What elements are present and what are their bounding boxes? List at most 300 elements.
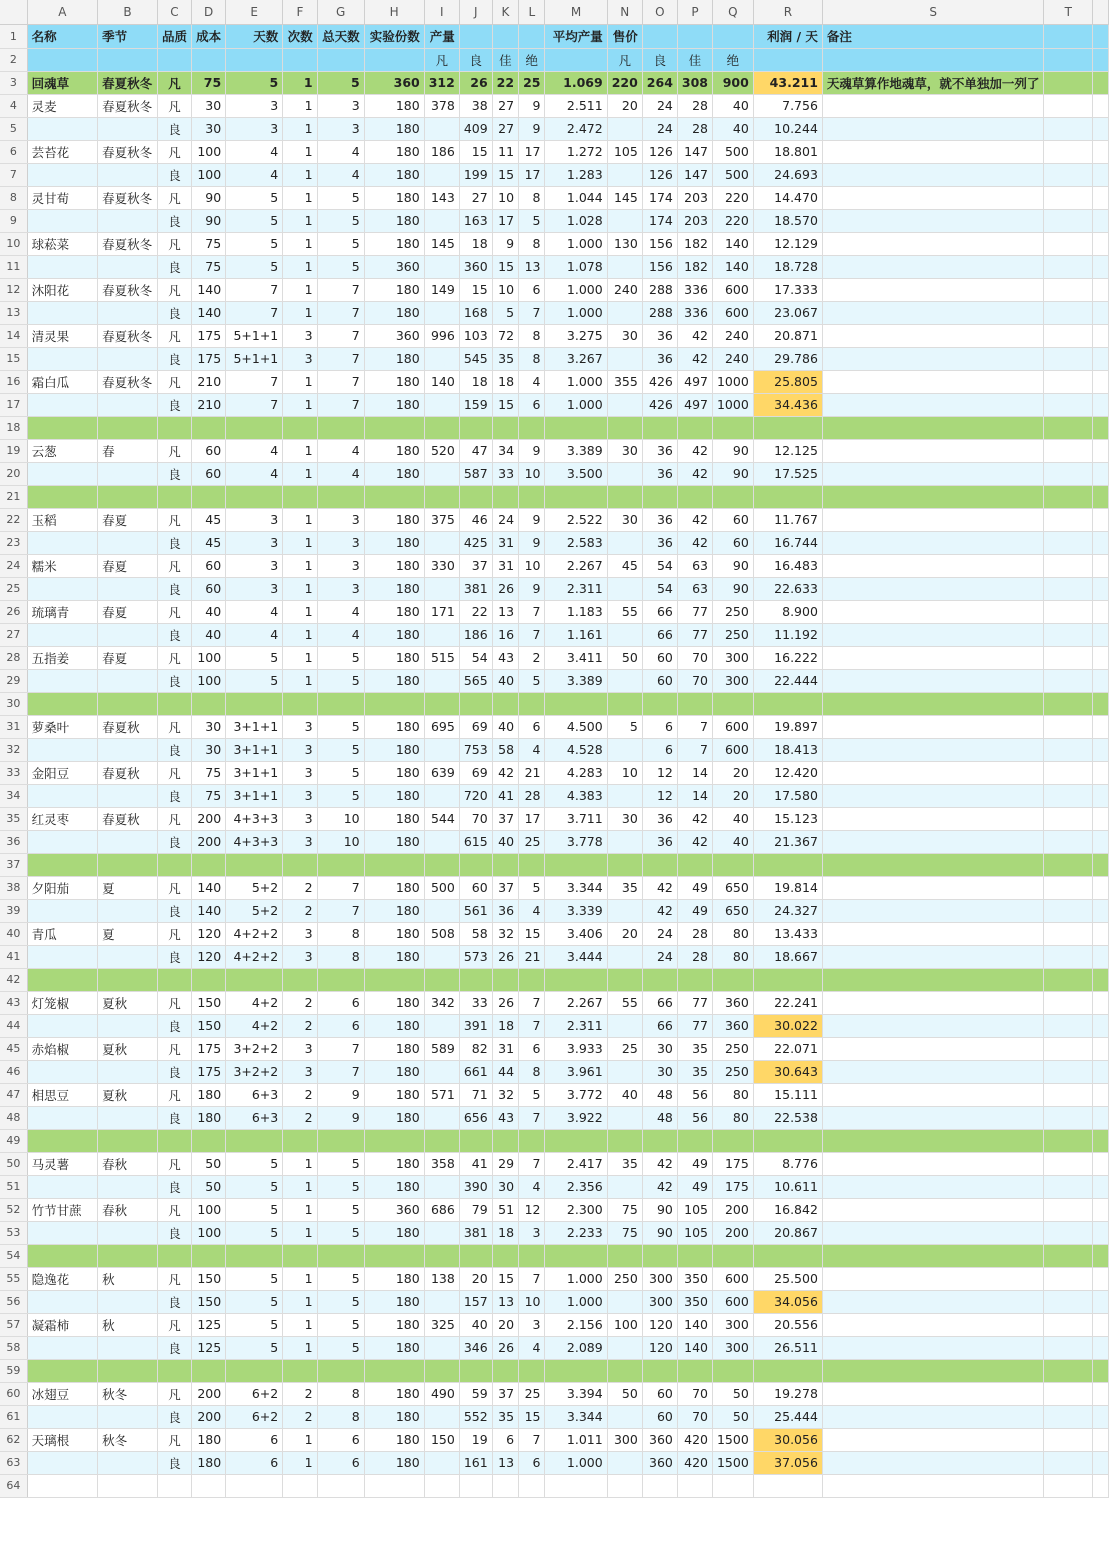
cell-b37[interactable]: [98, 853, 158, 876]
cell-g14[interactable]: 7: [317, 324, 364, 347]
row-header-53[interactable]: 53: [0, 1221, 27, 1244]
cell-k47[interactable]: 32: [492, 1083, 518, 1106]
cell-r40[interactable]: 13.433: [753, 922, 822, 945]
cell-f58[interactable]: 1: [283, 1336, 317, 1359]
cell-i50[interactable]: 358: [424, 1152, 459, 1175]
cell-r60[interactable]: 19.278: [753, 1382, 822, 1405]
cell-a16[interactable]: 霜白瓜: [27, 370, 97, 393]
cell-k45[interactable]: 31: [492, 1037, 518, 1060]
cell-h13[interactable]: 180: [364, 301, 424, 324]
cell-k37[interactable]: [492, 853, 518, 876]
cell-k62[interactable]: 6: [492, 1428, 518, 1451]
cell-j45[interactable]: 82: [459, 1037, 492, 1060]
cell-o41[interactable]: 24: [642, 945, 677, 968]
cell-l26[interactable]: 7: [519, 600, 545, 623]
cell-e2[interactable]: [226, 48, 283, 71]
cell-i64[interactable]: [424, 1474, 459, 1497]
cell-t58[interactable]: [1044, 1336, 1093, 1359]
cell-c46[interactable]: 良: [157, 1060, 191, 1083]
cell-r53[interactable]: 20.867: [753, 1221, 822, 1244]
cell-n28[interactable]: 50: [607, 646, 642, 669]
cell-j10[interactable]: 18: [459, 232, 492, 255]
cell-k14[interactable]: 72: [492, 324, 518, 347]
row-header-60[interactable]: 60: [0, 1382, 27, 1405]
cell-f59[interactable]: [283, 1359, 317, 1382]
row-header-55[interactable]: 55: [0, 1267, 27, 1290]
cell-f27[interactable]: 1: [283, 623, 317, 646]
cell-t59[interactable]: [1044, 1359, 1093, 1382]
cell-h24[interactable]: 180: [364, 554, 424, 577]
cell-n38[interactable]: 35: [607, 876, 642, 899]
cell-e37[interactable]: [226, 853, 283, 876]
cell-o32[interactable]: 6: [642, 738, 677, 761]
cell-d20[interactable]: 60: [192, 462, 226, 485]
cell-m38[interactable]: 3.344: [545, 876, 607, 899]
cell-g7[interactable]: 4: [317, 163, 364, 186]
cell-l60[interactable]: 25: [519, 1382, 545, 1405]
cell-s4[interactable]: [822, 94, 1044, 117]
cell-r55[interactable]: 25.500: [753, 1267, 822, 1290]
cell-r31[interactable]: 19.897: [753, 715, 822, 738]
cell-o19[interactable]: 36: [642, 439, 677, 462]
cell-e18[interactable]: [226, 416, 283, 439]
cell-a61[interactable]: [27, 1405, 97, 1428]
row-header-27[interactable]: 27: [0, 623, 27, 646]
cell-t35[interactable]: [1044, 807, 1093, 830]
cell-p43[interactable]: 77: [677, 991, 712, 1014]
cell-r20[interactable]: 17.525: [753, 462, 822, 485]
cell-k4[interactable]: 27: [492, 94, 518, 117]
cell-a42[interactable]: [27, 968, 97, 991]
cell-h52[interactable]: 360: [364, 1198, 424, 1221]
cell-g49[interactable]: [317, 1129, 364, 1152]
cell-o24[interactable]: 54: [642, 554, 677, 577]
cell-g39[interactable]: 7: [317, 899, 364, 922]
cell-l8[interactable]: 8: [519, 186, 545, 209]
cell-c51[interactable]: 良: [157, 1175, 191, 1198]
cell-m18[interactable]: [545, 416, 607, 439]
cell-n12[interactable]: 240: [607, 278, 642, 301]
row-header-36[interactable]: 36: [0, 830, 27, 853]
cell-l61[interactable]: 15: [519, 1405, 545, 1428]
cell-b26[interactable]: 春夏: [98, 600, 158, 623]
cell-b4[interactable]: 春夏秋冬: [98, 94, 158, 117]
cell-o56[interactable]: 300: [642, 1290, 677, 1313]
cell-f4[interactable]: 1: [283, 94, 317, 117]
cell-b33[interactable]: 春夏秋: [98, 761, 158, 784]
cell-e63[interactable]: 6: [226, 1451, 283, 1474]
cell-m63[interactable]: 1.000: [545, 1451, 607, 1474]
cell-e52[interactable]: 5: [226, 1198, 283, 1221]
cell-s56[interactable]: [822, 1290, 1044, 1313]
cell-c14[interactable]: 凡: [157, 324, 191, 347]
cell-a56[interactable]: [27, 1290, 97, 1313]
row-header-37[interactable]: 37: [0, 853, 27, 876]
cell-n37[interactable]: [607, 853, 642, 876]
cell-h4[interactable]: 180: [364, 94, 424, 117]
cell-g29[interactable]: 5: [317, 669, 364, 692]
row-header-17[interactable]: 17: [0, 393, 27, 416]
cell-a11[interactable]: [27, 255, 97, 278]
cell-g54[interactable]: [317, 1244, 364, 1267]
cell-t15[interactable]: [1044, 347, 1093, 370]
cell-p59[interactable]: [677, 1359, 712, 1382]
cell-j9[interactable]: 163: [459, 209, 492, 232]
cell-t8[interactable]: [1044, 186, 1093, 209]
row-header-10[interactable]: 10: [0, 232, 27, 255]
cell-g55[interactable]: 5: [317, 1267, 364, 1290]
cell-h61[interactable]: 180: [364, 1405, 424, 1428]
cell-m54[interactable]: [545, 1244, 607, 1267]
cell-j46[interactable]: 661: [459, 1060, 492, 1083]
cell-g28[interactable]: 5: [317, 646, 364, 669]
cell-d17[interactable]: 210: [192, 393, 226, 416]
cell-h25[interactable]: 180: [364, 577, 424, 600]
cell-f54[interactable]: [283, 1244, 317, 1267]
row-header-21[interactable]: 21: [0, 485, 27, 508]
cell-a3[interactable]: 回魂草: [27, 71, 97, 94]
cell-o47[interactable]: 48: [642, 1083, 677, 1106]
cell-f36[interactable]: 3: [283, 830, 317, 853]
cell-p30[interactable]: [677, 692, 712, 715]
cell-g31[interactable]: 5: [317, 715, 364, 738]
cell-p52[interactable]: 105: [677, 1198, 712, 1221]
cell-i40[interactable]: 508: [424, 922, 459, 945]
cell-n26[interactable]: 55: [607, 600, 642, 623]
cell-t47[interactable]: [1044, 1083, 1093, 1106]
cell-b56[interactable]: [98, 1290, 158, 1313]
cell-c56[interactable]: 良: [157, 1290, 191, 1313]
cell-g57[interactable]: 5: [317, 1313, 364, 1336]
cell-g58[interactable]: 5: [317, 1336, 364, 1359]
cell-c35[interactable]: 凡: [157, 807, 191, 830]
cell-r52[interactable]: 16.842: [753, 1198, 822, 1221]
cell-k60[interactable]: 37: [492, 1382, 518, 1405]
cell-a15[interactable]: [27, 347, 97, 370]
cell-l37[interactable]: [519, 853, 545, 876]
row-header-42[interactable]: 42: [0, 968, 27, 991]
cell-o62[interactable]: 360: [642, 1428, 677, 1451]
cell-r35[interactable]: 15.123: [753, 807, 822, 830]
cell-n58[interactable]: [607, 1336, 642, 1359]
cell-d13[interactable]: 140: [192, 301, 226, 324]
cell-j34[interactable]: 720: [459, 784, 492, 807]
cell-j20[interactable]: 587: [459, 462, 492, 485]
cell-r61[interactable]: 25.444: [753, 1405, 822, 1428]
cell-a22[interactable]: 玉稻: [27, 508, 97, 531]
cell-p48[interactable]: 56: [677, 1106, 712, 1129]
column-header-d[interactable]: D: [192, 0, 226, 24]
cell-n15[interactable]: [607, 347, 642, 370]
cell-a2[interactable]: [27, 48, 97, 71]
cell-j27[interactable]: 186: [459, 623, 492, 646]
cell-t54[interactable]: [1044, 1244, 1093, 1267]
cell-i22[interactable]: 375: [424, 508, 459, 531]
cell-b7[interactable]: [98, 163, 158, 186]
row-header-63[interactable]: 63: [0, 1451, 27, 1474]
cell-a13[interactable]: [27, 301, 97, 324]
cell-l31[interactable]: 6: [519, 715, 545, 738]
cell-t23[interactable]: [1044, 531, 1093, 554]
cell-l5[interactable]: 9: [519, 117, 545, 140]
cell-l6[interactable]: 17: [519, 140, 545, 163]
row-header-45[interactable]: 45: [0, 1037, 27, 1060]
cell-g22[interactable]: 3: [317, 508, 364, 531]
cell-n46[interactable]: [607, 1060, 642, 1083]
cell-i44[interactable]: [424, 1014, 459, 1037]
cell-e23[interactable]: 3: [226, 531, 283, 554]
cell-l52[interactable]: 12: [519, 1198, 545, 1221]
cell-m36[interactable]: 3.778: [545, 830, 607, 853]
cell-a25[interactable]: [27, 577, 97, 600]
cell-o60[interactable]: 60: [642, 1382, 677, 1405]
cell-e60[interactable]: 6+2: [226, 1382, 283, 1405]
cell-t22[interactable]: [1044, 508, 1093, 531]
cell-o63[interactable]: 360: [642, 1451, 677, 1474]
cell-c55[interactable]: 凡: [157, 1267, 191, 1290]
cell-k21[interactable]: [492, 485, 518, 508]
cell-s17[interactable]: [822, 393, 1044, 416]
cell-f33[interactable]: 3: [283, 761, 317, 784]
cell-d32[interactable]: 30: [192, 738, 226, 761]
cell-n56[interactable]: [607, 1290, 642, 1313]
cell-p63[interactable]: 420: [677, 1451, 712, 1474]
cell-c29[interactable]: 良: [157, 669, 191, 692]
cell-d8[interactable]: 90: [192, 186, 226, 209]
cell-i4[interactable]: 378: [424, 94, 459, 117]
cell-j33[interactable]: 69: [459, 761, 492, 784]
cell-t14[interactable]: [1044, 324, 1093, 347]
cell-d22[interactable]: 45: [192, 508, 226, 531]
cell-e4[interactable]: 3: [226, 94, 283, 117]
cell-p64[interactable]: [677, 1474, 712, 1497]
cell-g63[interactable]: 6: [317, 1451, 364, 1474]
cell-g15[interactable]: 7: [317, 347, 364, 370]
cell-p14[interactable]: 42: [677, 324, 712, 347]
cell-t41[interactable]: [1044, 945, 1093, 968]
cell-o34[interactable]: 12: [642, 784, 677, 807]
cell-o57[interactable]: 120: [642, 1313, 677, 1336]
cell-l11[interactable]: 13: [519, 255, 545, 278]
cell-p55[interactable]: 350: [677, 1267, 712, 1290]
cell-m55[interactable]: 1.000: [545, 1267, 607, 1290]
cell-c11[interactable]: 良: [157, 255, 191, 278]
cell-d37[interactable]: [192, 853, 226, 876]
cell-l28[interactable]: 2: [519, 646, 545, 669]
cell-l7[interactable]: 17: [519, 163, 545, 186]
cell-n7[interactable]: [607, 163, 642, 186]
cell-b13[interactable]: [98, 301, 158, 324]
cell-e6[interactable]: 4: [226, 140, 283, 163]
cell-k3[interactable]: 22: [492, 71, 518, 94]
cell-c1[interactable]: 品质: [157, 24, 191, 48]
cell-f56[interactable]: 1: [283, 1290, 317, 1313]
cell-a53[interactable]: [27, 1221, 97, 1244]
cell-q31[interactable]: 600: [712, 715, 753, 738]
row-header-33[interactable]: 33: [0, 761, 27, 784]
cell-q16[interactable]: 1000: [712, 370, 753, 393]
cell-s11[interactable]: [822, 255, 1044, 278]
cell-n40[interactable]: 20: [607, 922, 642, 945]
cell-j26[interactable]: 22: [459, 600, 492, 623]
cell-l23[interactable]: 9: [519, 531, 545, 554]
cell-p26[interactable]: 77: [677, 600, 712, 623]
cell-q3[interactable]: 900: [712, 71, 753, 94]
cell-f47[interactable]: 2: [283, 1083, 317, 1106]
row-header-1[interactable]: 1: [0, 24, 27, 48]
cell-a35[interactable]: 红灵枣: [27, 807, 97, 830]
cell-m49[interactable]: [545, 1129, 607, 1152]
cell-s1[interactable]: 备注: [822, 24, 1044, 48]
cell-p41[interactable]: 28: [677, 945, 712, 968]
row-header-23[interactable]: 23: [0, 531, 27, 554]
cell-a47[interactable]: 相思豆: [27, 1083, 97, 1106]
cell-h62[interactable]: 180: [364, 1428, 424, 1451]
cell-b1[interactable]: 季节: [98, 24, 158, 48]
cell-t62[interactable]: [1044, 1428, 1093, 1451]
cell-j38[interactable]: 60: [459, 876, 492, 899]
cell-e56[interactable]: 5: [226, 1290, 283, 1313]
cell-l32[interactable]: 4: [519, 738, 545, 761]
cell-p27[interactable]: 77: [677, 623, 712, 646]
cell-e8[interactable]: 5: [226, 186, 283, 209]
cell-p5[interactable]: 28: [677, 117, 712, 140]
cell-f8[interactable]: 1: [283, 186, 317, 209]
row-header-44[interactable]: 44: [0, 1014, 27, 1037]
cell-n55[interactable]: 250: [607, 1267, 642, 1290]
cell-m25[interactable]: 2.311: [545, 577, 607, 600]
cell-a19[interactable]: 云葱: [27, 439, 97, 462]
cell-s30[interactable]: [822, 692, 1044, 715]
cell-c45[interactable]: 凡: [157, 1037, 191, 1060]
cell-o4[interactable]: 24: [642, 94, 677, 117]
cell-t17[interactable]: [1044, 393, 1093, 416]
cell-l24[interactable]: 10: [519, 554, 545, 577]
cell-q35[interactable]: 40: [712, 807, 753, 830]
cell-q30[interactable]: [712, 692, 753, 715]
cell-j41[interactable]: 573: [459, 945, 492, 968]
cell-o38[interactable]: 42: [642, 876, 677, 899]
cell-g59[interactable]: [317, 1359, 364, 1382]
cell-r11[interactable]: 18.728: [753, 255, 822, 278]
cell-k25[interactable]: 26: [492, 577, 518, 600]
cell-a12[interactable]: 沐阳花: [27, 278, 97, 301]
cell-q43[interactable]: 360: [712, 991, 753, 1014]
cell-b23[interactable]: [98, 531, 158, 554]
cell-m14[interactable]: 3.275: [545, 324, 607, 347]
cell-i58[interactable]: [424, 1336, 459, 1359]
cell-c34[interactable]: 良: [157, 784, 191, 807]
cell-i29[interactable]: [424, 669, 459, 692]
row-header-19[interactable]: 19: [0, 439, 27, 462]
cell-q7[interactable]: 500: [712, 163, 753, 186]
cell-k44[interactable]: 18: [492, 1014, 518, 1037]
cell-j44[interactable]: 391: [459, 1014, 492, 1037]
cell-e46[interactable]: 3+2+2: [226, 1060, 283, 1083]
cell-l34[interactable]: 28: [519, 784, 545, 807]
cell-t52[interactable]: [1044, 1198, 1093, 1221]
cell-g18[interactable]: [317, 416, 364, 439]
cell-b28[interactable]: 春夏: [98, 646, 158, 669]
cell-i39[interactable]: [424, 899, 459, 922]
cell-s47[interactable]: [822, 1083, 1044, 1106]
row-header-30[interactable]: 30: [0, 692, 27, 715]
cell-a57[interactable]: 凝霜柿: [27, 1313, 97, 1336]
cell-f35[interactable]: 3: [283, 807, 317, 830]
cell-q18[interactable]: [712, 416, 753, 439]
cell-s63[interactable]: [822, 1451, 1044, 1474]
cell-r57[interactable]: 20.556: [753, 1313, 822, 1336]
cell-i2[interactable]: 凡: [424, 48, 459, 71]
cell-c60[interactable]: 凡: [157, 1382, 191, 1405]
cell-d10[interactable]: 75: [192, 232, 226, 255]
cell-r46[interactable]: 30.643: [753, 1060, 822, 1083]
row-header-64[interactable]: 64: [0, 1474, 27, 1497]
cell-o3[interactable]: 264: [642, 71, 677, 94]
cell-t44[interactable]: [1044, 1014, 1093, 1037]
cell-f31[interactable]: 3: [283, 715, 317, 738]
cell-k17[interactable]: 15: [492, 393, 518, 416]
cell-b57[interactable]: 秋: [98, 1313, 158, 1336]
cell-p21[interactable]: [677, 485, 712, 508]
cell-n5[interactable]: [607, 117, 642, 140]
cell-b14[interactable]: 春夏秋冬: [98, 324, 158, 347]
cell-l35[interactable]: 17: [519, 807, 545, 830]
cell-n36[interactable]: [607, 830, 642, 853]
cell-n10[interactable]: 130: [607, 232, 642, 255]
cell-t2[interactable]: [1044, 48, 1093, 71]
cell-s27[interactable]: [822, 623, 1044, 646]
cell-p54[interactable]: [677, 1244, 712, 1267]
cell-n45[interactable]: 25: [607, 1037, 642, 1060]
cell-g61[interactable]: 8: [317, 1405, 364, 1428]
cell-s19[interactable]: [822, 439, 1044, 462]
cell-e54[interactable]: [226, 1244, 283, 1267]
cell-g6[interactable]: 4: [317, 140, 364, 163]
cell-h16[interactable]: 180: [364, 370, 424, 393]
cell-l18[interactable]: [519, 416, 545, 439]
cell-k1[interactable]: [492, 24, 518, 48]
cell-g1[interactable]: 总天数: [317, 24, 364, 48]
cell-r15[interactable]: 29.786: [753, 347, 822, 370]
cell-n30[interactable]: [607, 692, 642, 715]
cell-c28[interactable]: 凡: [157, 646, 191, 669]
cell-r18[interactable]: [753, 416, 822, 439]
cell-t55[interactable]: [1044, 1267, 1093, 1290]
cell-o2[interactable]: 良: [642, 48, 677, 71]
cell-k64[interactable]: [492, 1474, 518, 1497]
cell-e48[interactable]: 6+3: [226, 1106, 283, 1129]
cell-n60[interactable]: 50: [607, 1382, 642, 1405]
cell-c20[interactable]: 良: [157, 462, 191, 485]
cell-k7[interactable]: 15: [492, 163, 518, 186]
cell-j4[interactable]: 38: [459, 94, 492, 117]
cell-s49[interactable]: [822, 1129, 1044, 1152]
cell-q60[interactable]: 50: [712, 1382, 753, 1405]
cell-h34[interactable]: 180: [364, 784, 424, 807]
cell-c30[interactable]: [157, 692, 191, 715]
cell-o61[interactable]: 60: [642, 1405, 677, 1428]
cell-o6[interactable]: 126: [642, 140, 677, 163]
column-header-l[interactable]: L: [519, 0, 545, 24]
cell-g27[interactable]: 4: [317, 623, 364, 646]
cell-e13[interactable]: 7: [226, 301, 283, 324]
cell-d26[interactable]: 40: [192, 600, 226, 623]
cell-r45[interactable]: 22.071: [753, 1037, 822, 1060]
cell-c13[interactable]: 良: [157, 301, 191, 324]
cell-a62[interactable]: 天璃根: [27, 1428, 97, 1451]
cell-n20[interactable]: [607, 462, 642, 485]
